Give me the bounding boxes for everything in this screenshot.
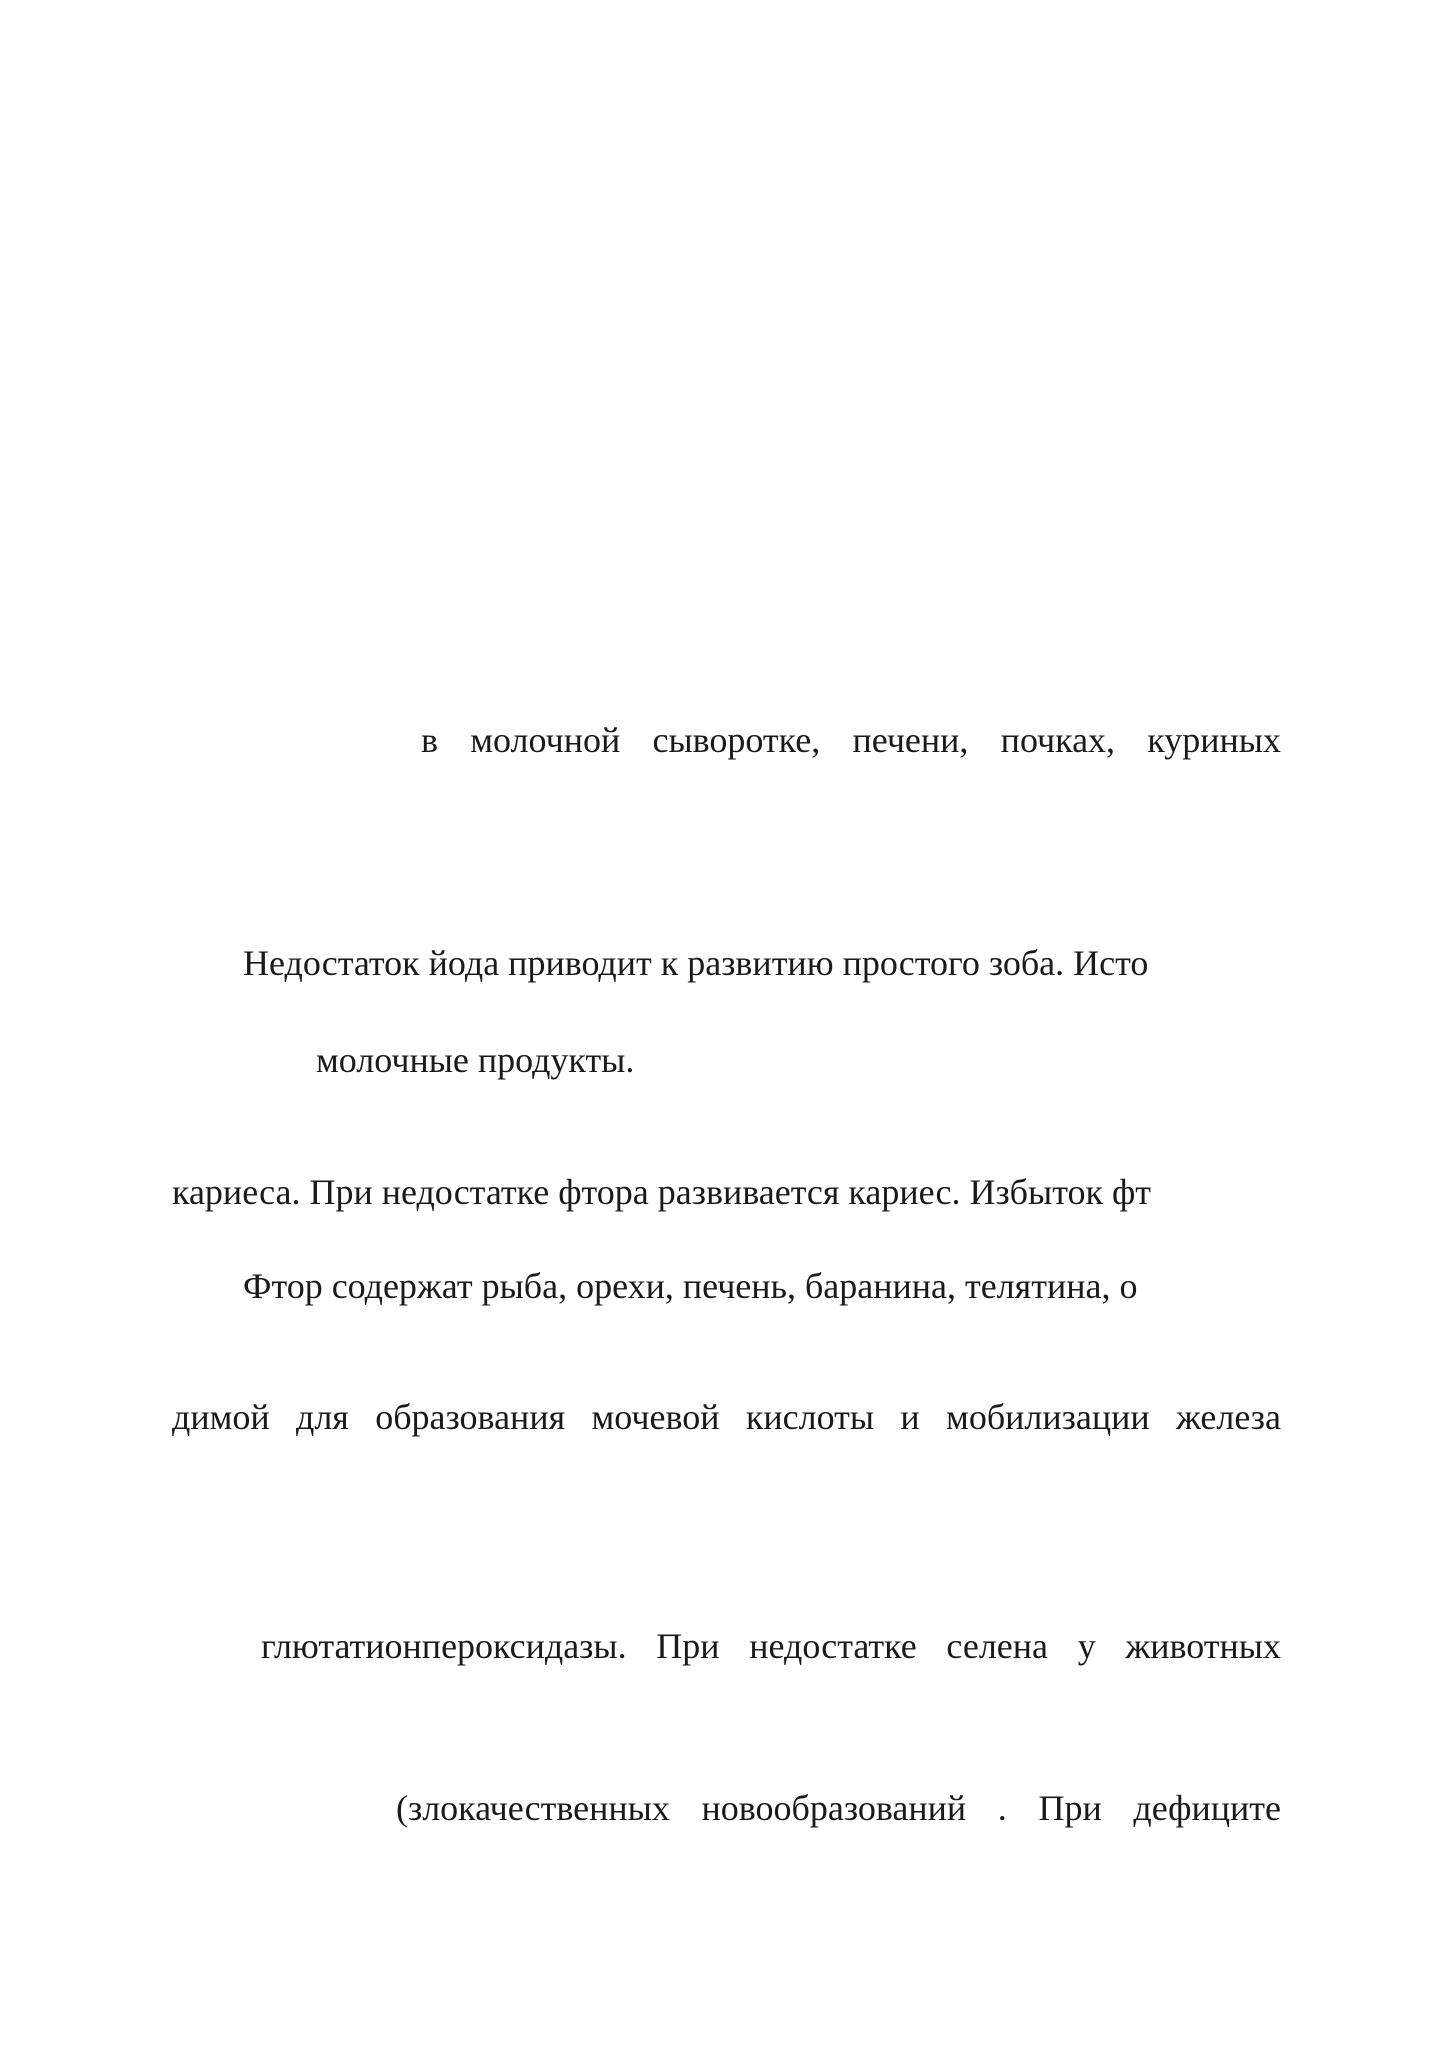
- text-line-2: Недостаток йода приводит к развитию простого зоба. Исто: [243, 943, 1149, 983]
- text-line-4: кариеса. При недостатке фтора развивается кариес. Избыток фт: [172, 1172, 1151, 1212]
- text-line-8: (злокачественных новообразований . При дефиците: [396, 1788, 1281, 1828]
- text-line-1: в молочной сыворотке, печени, почках, куриных: [421, 720, 1281, 760]
- text-line-7: глютатионпероксидазы. При недостатке селена у животных: [261, 1626, 1281, 1666]
- text-line-5: Фтор содержат рыба, орехи, печень, баранина, телятина, о: [243, 1266, 1138, 1306]
- text-line-3: молочные продукты.: [316, 1040, 635, 1080]
- text-line-6: димой для образования мочевой кислоты и мобилизации железа: [172, 1397, 1281, 1437]
